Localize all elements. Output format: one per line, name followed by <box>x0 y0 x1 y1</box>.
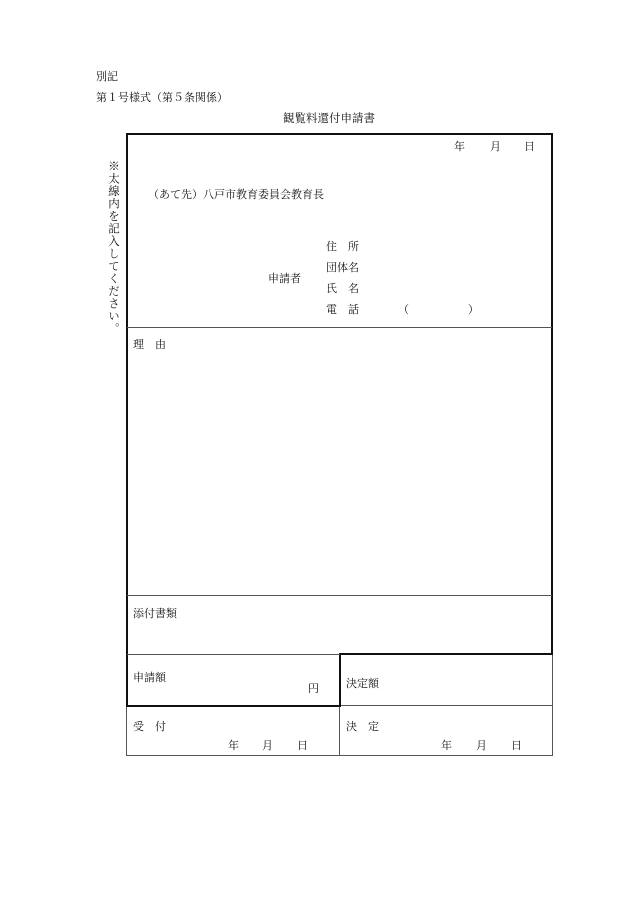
divider-applicant-reason <box>127 327 552 328</box>
fill-instruction-note: ※太線内を記入してください。 <box>107 160 121 335</box>
received-date-year: 年 <box>228 739 239 752</box>
bottom-border <box>126 755 553 756</box>
form-number: 第１号様式（第５条関係） <box>96 91 228 104</box>
phone-label: 電 話 <box>326 303 359 316</box>
bottom-middle-border <box>339 707 340 756</box>
application-date-day: 日 <box>524 140 535 153</box>
attachment-label: 別記 <box>96 70 118 83</box>
address-label: 住 所 <box>326 240 359 253</box>
divider-reason-attachments <box>127 595 552 596</box>
received-label: 受 付 <box>133 720 166 733</box>
organization-label: 団体名 <box>326 261 359 274</box>
outer-border-right <box>551 133 553 655</box>
yen-unit: 円 <box>308 682 319 695</box>
applicant-label: 申請者 <box>268 272 301 285</box>
page-title: 観覧料還付申請書 <box>283 111 375 125</box>
application-date-month: 月 <box>490 140 501 153</box>
attachments-label: 添付書類 <box>133 607 177 620</box>
name-label: 氏 名 <box>326 282 359 295</box>
addressee: （あて先）八戸市教育委員会教育長 <box>148 188 324 201</box>
outer-border-step-top <box>339 653 553 655</box>
requested-amount-label: 申請額 <box>133 671 166 684</box>
bottom-left-border <box>126 707 127 756</box>
outer-border-left <box>126 133 128 707</box>
received-date-day: 日 <box>297 739 308 752</box>
outer-border-step-vertical <box>339 653 341 707</box>
decision-date-month: 月 <box>476 739 487 752</box>
phone-area-code-parentheses: （ ） <box>398 303 503 316</box>
decision-label: 決 定 <box>346 720 379 733</box>
decision-date-year: 年 <box>441 739 452 752</box>
divider-decided-decision <box>341 705 553 706</box>
received-date-month: 月 <box>262 739 273 752</box>
decision-date-day: 日 <box>511 739 522 752</box>
outer-border-bottom <box>126 705 341 707</box>
divider-attachments-amount <box>127 654 340 655</box>
decided-amount-label: 決定額 <box>346 677 379 690</box>
reason-label: 理 由 <box>133 338 166 351</box>
application-date-year: 年 <box>454 140 465 153</box>
outer-border-top <box>126 133 553 135</box>
